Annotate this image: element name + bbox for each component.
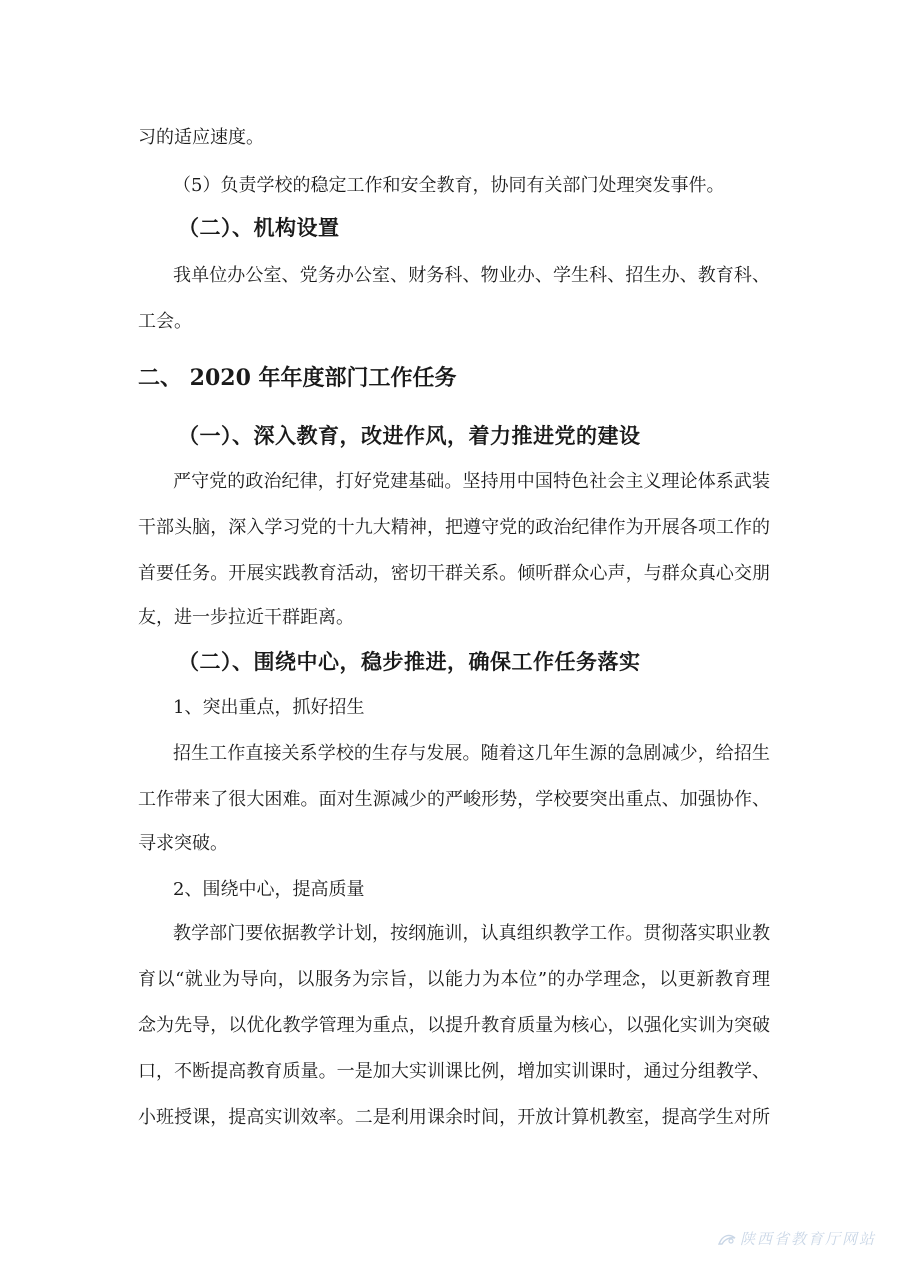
paragraph-line: 工作带来了很大困难。面对生源减少的严峻形势，学校要突出重点、加强协作、	[138, 789, 770, 810]
section-heading-party-building: （一）、深入教育，改进作风，着力推进党的建设	[178, 423, 641, 448]
paragraph-line: 严守党的政治纪律，打好党建基础。坚持用中国特色社会主义理论体系武装	[173, 471, 770, 492]
subheading-enrollment: 1、突出重点，抓好招生	[173, 697, 365, 718]
paragraph-line: 寻求突破。	[138, 833, 228, 854]
section-heading-center-tasks: （二）、围绕中心，稳步推进，确保工作任务落实	[178, 649, 641, 674]
list-item-5: （5）负责学校的稳定工作和安全教育，协同有关部门处理突发事件。	[173, 175, 725, 196]
paragraph-line: 习的适应速度。	[138, 127, 264, 148]
chapter-heading-2020-tasks: 二、 2020 年年度部门工作任务	[138, 365, 457, 391]
site-watermark	[718, 1228, 876, 1249]
paragraph-line: 工会。	[138, 311, 192, 332]
paragraph-line: 首要任务。开展实践教育活动，密切干群关系。倾听群众心声，与群众真心交朋	[138, 563, 770, 584]
paragraph-line: 招生工作直接关系学校的生存与发展。随着这几年生源的急剧减少，给招生	[173, 743, 770, 764]
paragraph-line: 我单位办公室、党务办公室、财务科、物业办、学生科、招生办、教育科、	[173, 265, 770, 286]
watermark-text: 陕西省教育厅网站	[740, 1230, 877, 1248]
section-heading-organization: （二）、机构设置	[178, 215, 340, 240]
paragraph-line: 小班授课，提高实训效率。二是利用课余时间，开放计算机教室，提高学生对所	[138, 1107, 770, 1128]
paragraph-line: 教学部门要依据教学计划，按纲施训，认真组织教学工作。贯彻落实职业教	[173, 923, 770, 944]
watermark-logo-icon	[718, 1232, 736, 1246]
paragraph-line: 友，进一步拉近干群距离。	[138, 607, 354, 628]
paragraph-line: 干部头脑，深入学习党的十九大精神，把遵守党的政治纪律作为开展各项工作的	[138, 517, 770, 538]
subheading-quality: 2、围绕中心，提高质量	[173, 879, 365, 900]
paragraph-line: 念为先导，以优化教学管理为重点，以提升教育质量为核心，以强化实训为突破	[138, 1015, 770, 1036]
paragraph-line: 育以“就业为导向，以服务为宗旨，以能力为本位”的办学理念，以更新教育理	[138, 969, 770, 990]
paragraph-line: 口，不断提高教育质量。一是加大实训课比例，增加实训课时，通过分组教学、	[138, 1061, 770, 1082]
